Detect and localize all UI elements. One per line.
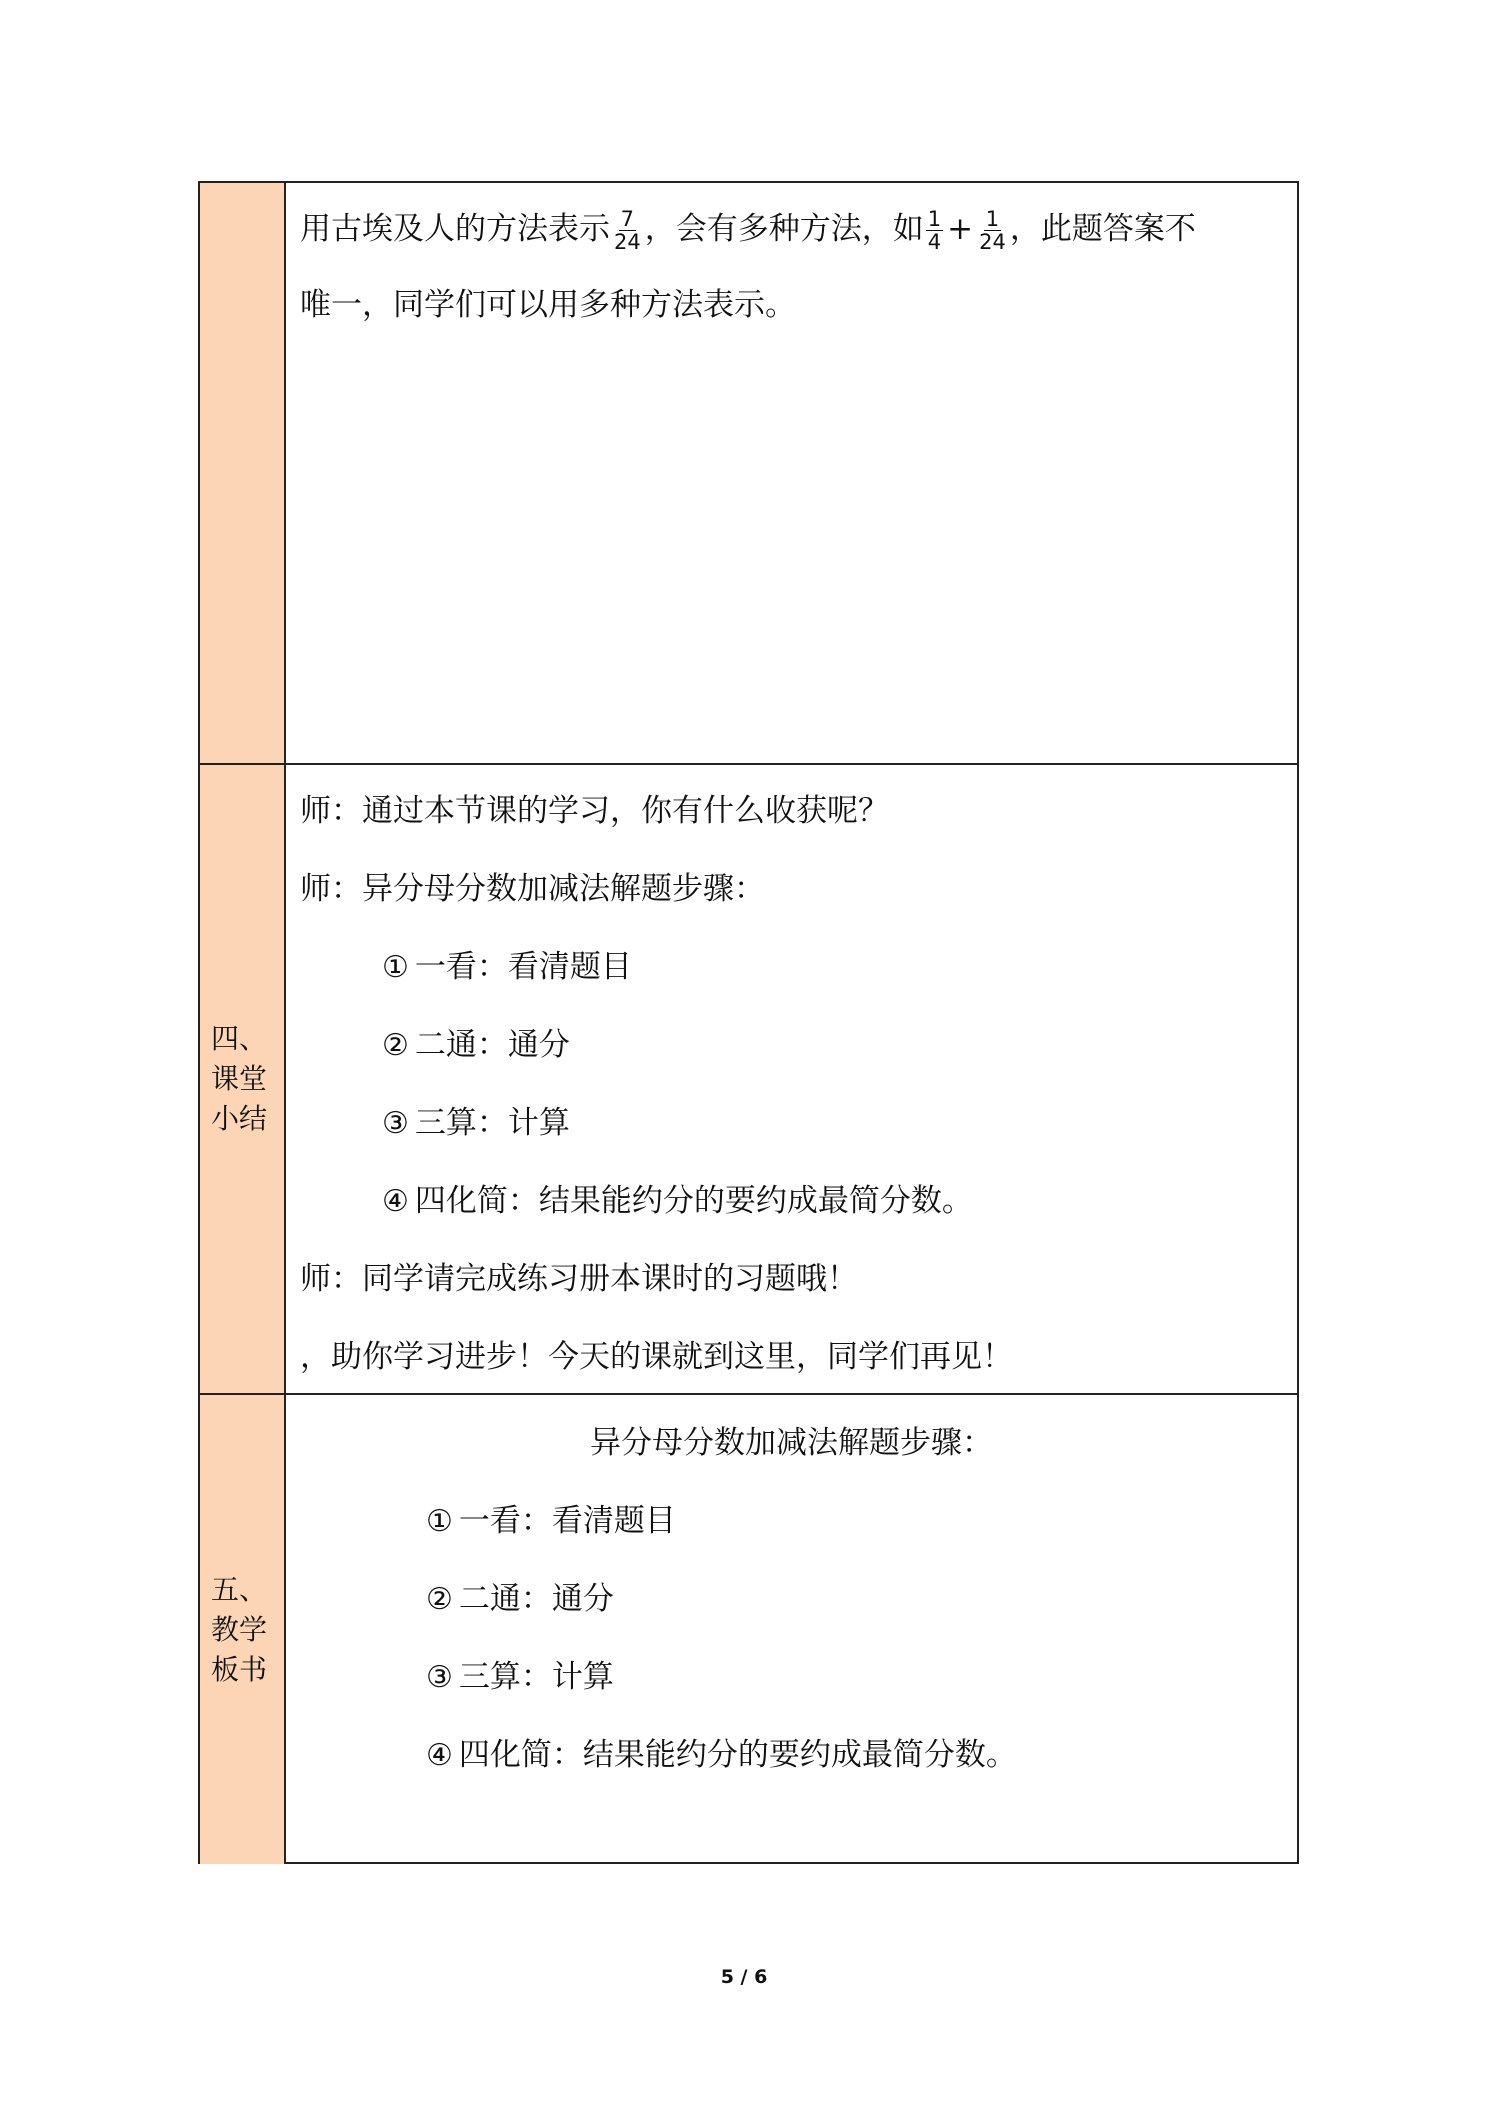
board-step-2: ② 二通：通分	[426, 1581, 614, 1617]
summary-step-1: ① 一看：看清题目	[382, 949, 632, 985]
summary-step-3: ③ 三算：计算	[382, 1105, 570, 1141]
board-content	[286, 1395, 1297, 1864]
table-row-summary	[200, 763, 1297, 1393]
intro-text-after: ，此题答案不	[1009, 211, 1196, 247]
summary-content	[286, 765, 1297, 1393]
page-number: 5 / 6	[720, 1966, 768, 1988]
summary-step-4: ④ 四化简：结果能约分的要约成最简分数。	[382, 1183, 973, 1219]
plus-sign: +	[947, 211, 974, 247]
intro-line-2: 唯一，同学们可以用多种方法表示。	[300, 287, 796, 323]
table-row-intro	[200, 183, 1297, 763]
table-row-board	[200, 1393, 1297, 1864]
board-step-4: ④ 四化简：结果能约分的要约成最简分数。	[426, 1737, 1017, 1773]
fraction-7-24: $\frac{7}{24}$	[614, 207, 641, 254]
summary-question-4: ，助你学习进步！今天的课就到这里，同学们再见！	[300, 1339, 1013, 1375]
board-title: 异分母分数加减法解题步骤：	[590, 1425, 993, 1461]
fraction-1-24: $\frac{1}{24}$	[979, 207, 1006, 254]
row-label-empty	[200, 183, 286, 763]
row-label-board: 五、 教学 板书	[200, 1395, 286, 1864]
summary-question-2: 师：异分母分数加减法解题步骤：	[300, 871, 765, 907]
lesson-table	[198, 181, 1299, 1864]
board-step-1: ① 一看：看清题目	[426, 1503, 676, 1539]
board-step-3: ③ 三算：计算	[426, 1659, 614, 1695]
summary-question-1: 师：通过本节课的学习，你有什么收获呢？	[300, 793, 889, 829]
intro-text-before: 用古埃及人的方法表示	[300, 211, 610, 247]
intro-text-middle: ，会有多种方法，如	[644, 211, 924, 247]
row-label-summary: 四、 课堂 小结	[200, 765, 286, 1393]
intro-content	[286, 183, 1297, 763]
summary-question-3: 师：同学请完成练习册本课时的习题哦！	[300, 1261, 858, 1297]
fraction-1-4: $\frac{1}{4}$	[927, 207, 942, 254]
intro-line-1	[300, 203, 1283, 253]
summary-step-2: ② 二通：通分	[382, 1027, 570, 1063]
